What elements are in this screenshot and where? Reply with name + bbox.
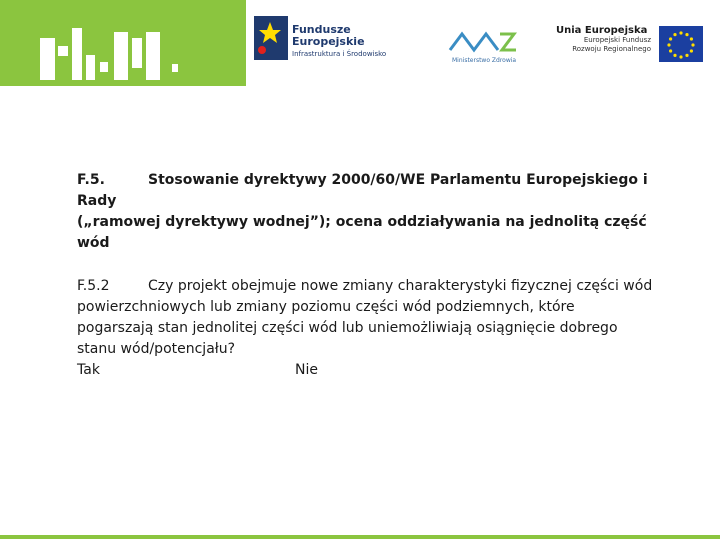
ip-logo-shape <box>0 0 246 86</box>
fe-line1: Fundusze <box>292 23 351 36</box>
ue-sub1: Europejski Fundusz <box>583 36 651 44</box>
ue-text-block <box>556 25 651 54</box>
answer-options <box>77 360 677 381</box>
section-heading <box>77 170 677 254</box>
section-title-line2: („ramowej dyrektywy wodnej”); ocena oddziaływania na jednolitą część wód <box>77 214 647 251</box>
document-body <box>77 170 677 381</box>
ministerstwo-zdrowia-logo <box>448 28 520 60</box>
question-block <box>77 276 677 381</box>
ue-title: Unia Europejska <box>556 25 648 36</box>
fe-star-icon <box>252 14 290 62</box>
mz-label: Ministerstwo Zdrowia <box>452 57 517 64</box>
mz-mark-icon <box>448 28 520 56</box>
question-number: F.5.2 <box>77 278 110 294</box>
question-line2: powierzchniowych lub zmiany poziomu części wód podziemnych, które <box>77 299 575 315</box>
eu-stars-icon <box>659 26 703 62</box>
section-number: F.5. <box>77 172 105 188</box>
eu-flag-icon <box>659 26 703 62</box>
bottom-green-line <box>0 535 720 539</box>
answer-yes[interactable]: Tak <box>77 362 100 378</box>
header-banner <box>0 0 720 86</box>
logo-green-band <box>0 0 246 86</box>
answer-no[interactable]: Nie <box>295 362 318 378</box>
fe-line2: Europejskie <box>292 35 365 48</box>
question-line3: pogarszają stan jednolitej części wód lub uniemożliwiają osiągnięcie dobrego <box>77 320 618 336</box>
question-line4: stanu wód/potencjału? <box>77 341 236 357</box>
ue-sub2: Rozwoju Regionalnego <box>572 45 651 53</box>
fe-text-block <box>292 24 386 58</box>
question-line1: Czy projekt obejmuje nowe zmiany charakterystyki fizycznej części wód <box>148 278 653 294</box>
section-title-line1: Stosowanie dyrektywy 2000/60/WE Parlamentu Europejskiego i Rady <box>77 172 648 209</box>
fe-line3: Infrastruktura i Środowisko <box>292 50 387 58</box>
